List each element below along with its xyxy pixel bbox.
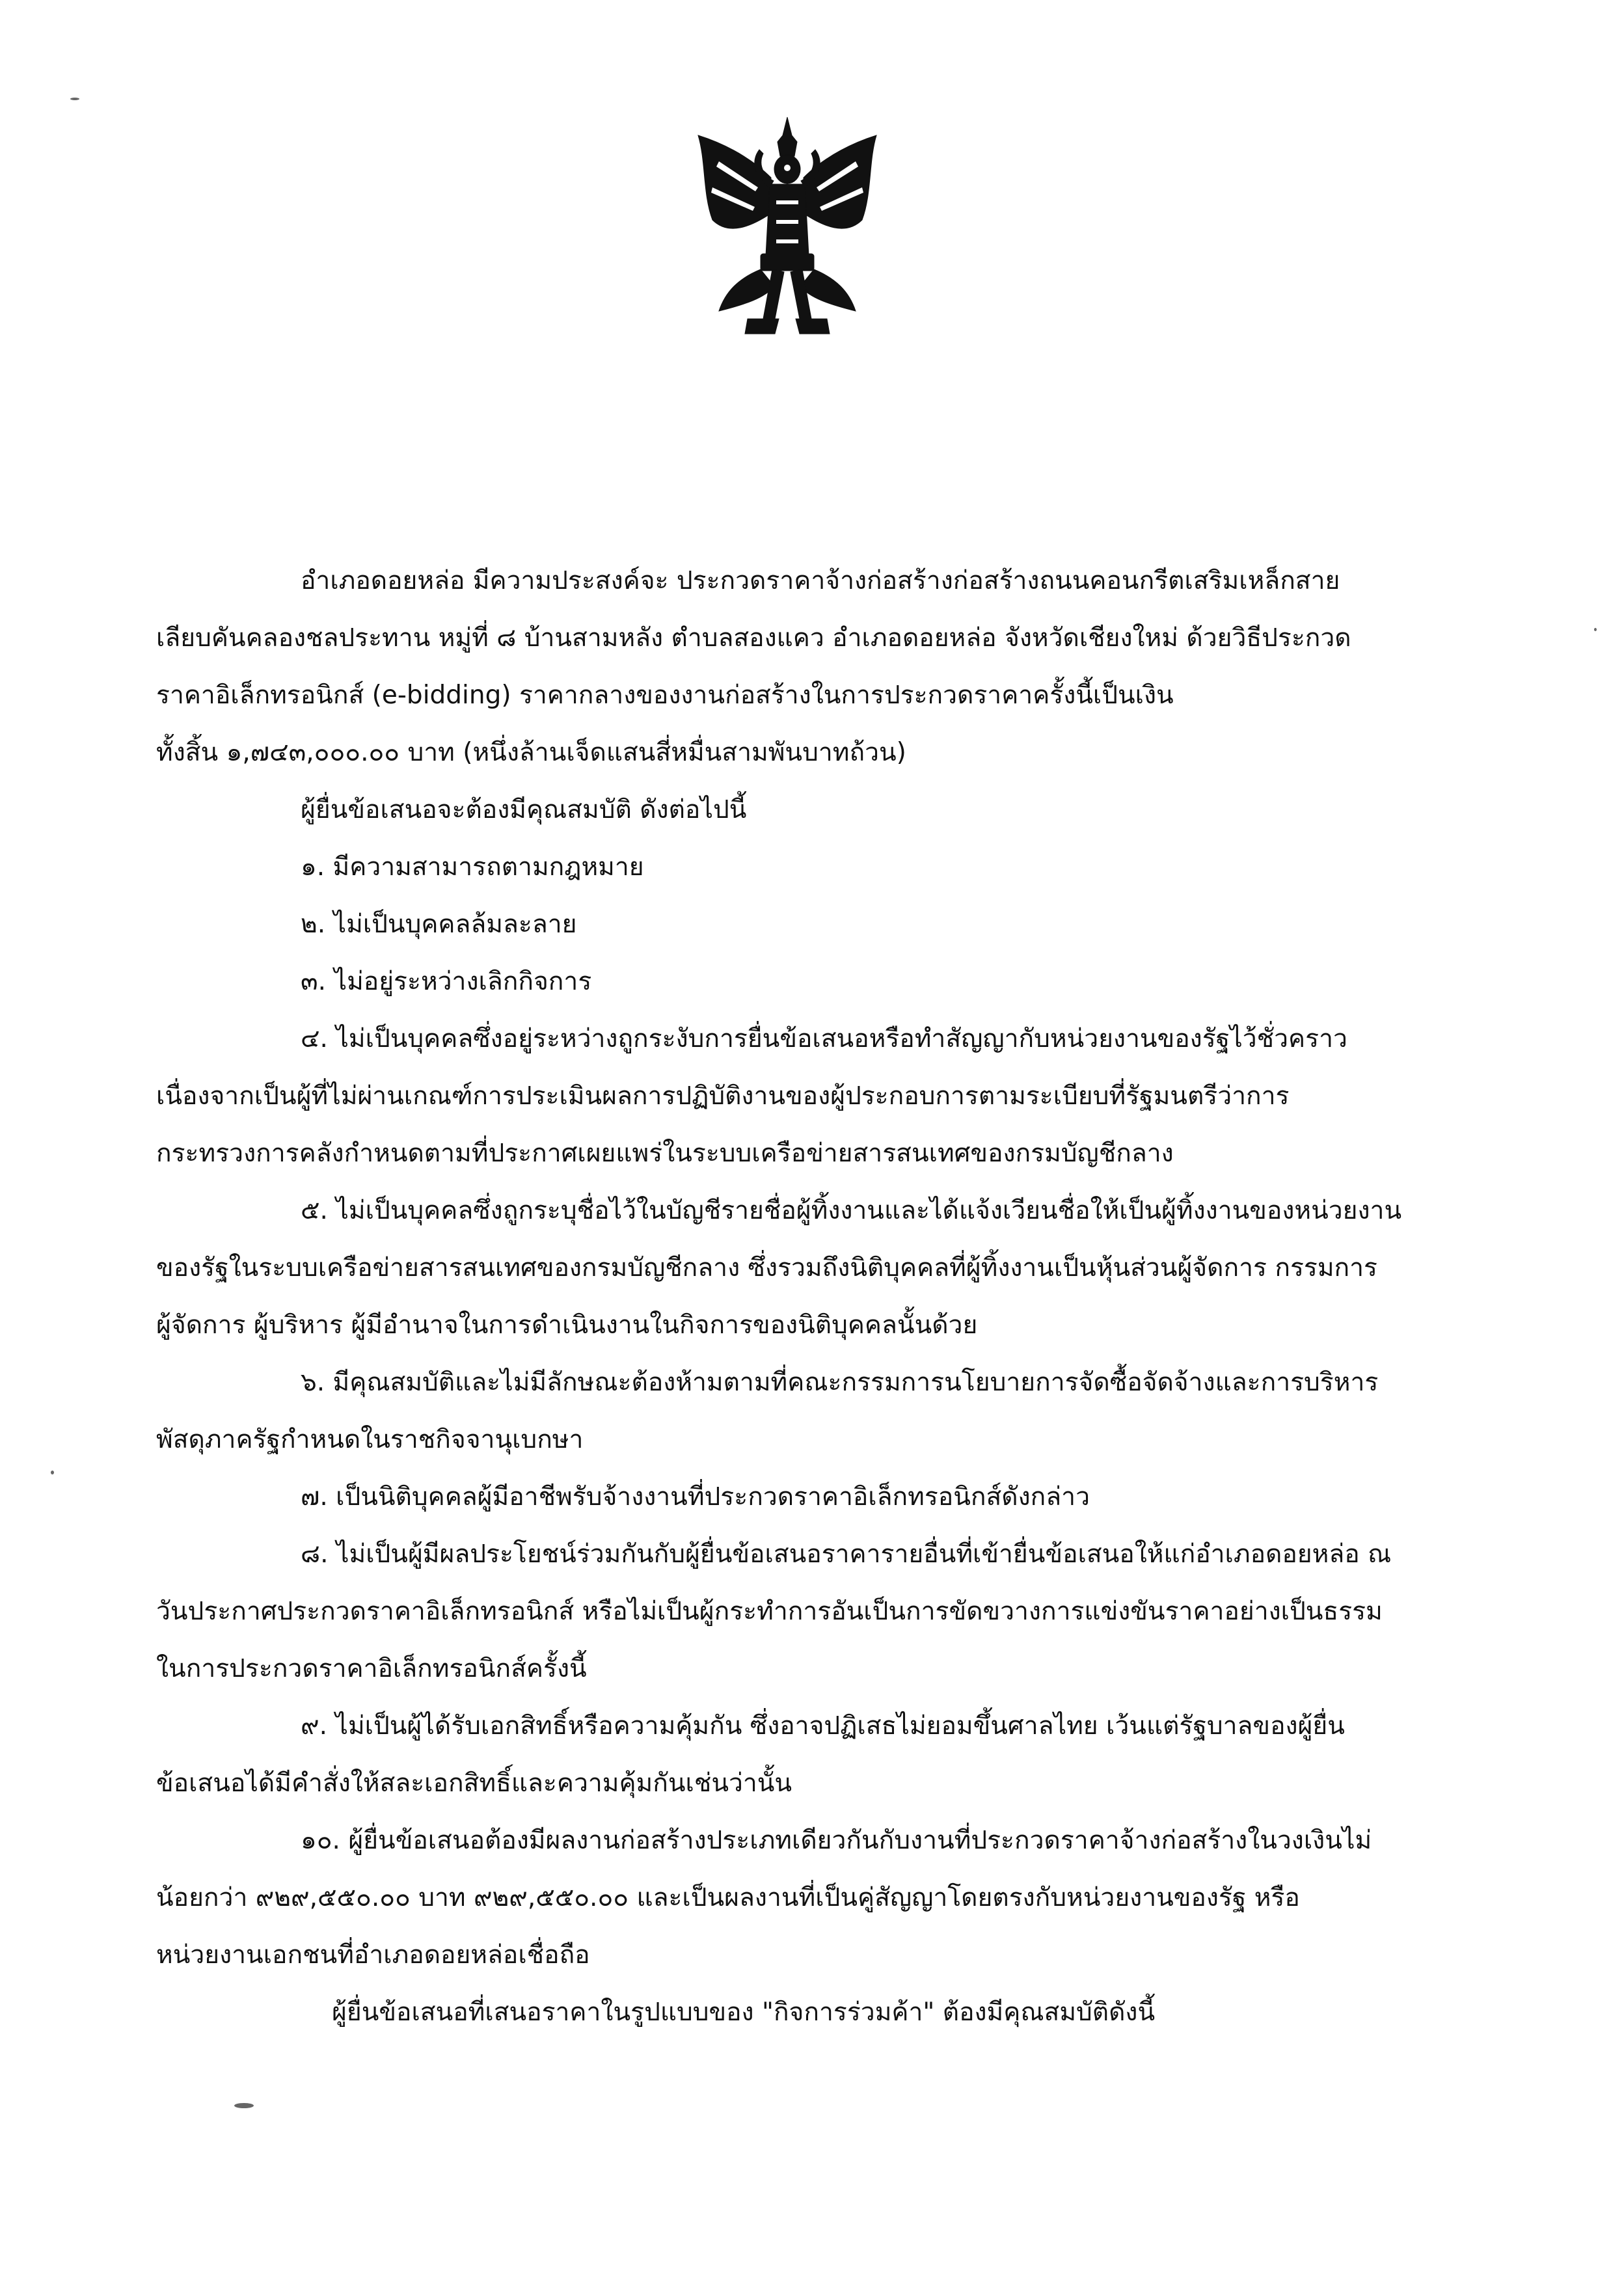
intro-line-1: อำเภอดอยหล่อ มีความประสงค์จะ ประกวดราคาจ้างก่อสร้างก่อสร้างถนนคอนกรีตเสริมเหล็กสาย	[301, 566, 1340, 595]
item-9-line-2: ข้อเสนอได้มีคำสั่งให้สละเอกสิทธิ์และความคุ้มกันเช่นว่านั้น	[156, 1769, 792, 1798]
item-6-line-2: พัสดุภาครัฐกำหนดในราชกิจจานุเบกษา	[156, 1425, 584, 1454]
qualifications-heading: ผู้ยื่นข้อเสนอจะต้องมีคุณสมบัติ ดังต่อไปนี้	[301, 795, 747, 824]
item-5-line-3: ผู้จัดการ ผู้บริหาร ผู้มีอำนาจในการดำเนินงานในกิจการของนิติบุคคลนั้นด้วย	[156, 1310, 978, 1340]
scan-speck	[51, 1471, 54, 1474]
joint-venture-line: ผู้ยื่นข้อเสนอที่เสนอราคาในรูปแบบของ "กิจการร่วมค้า" ต้องมีคุณสมบัติดังนี้	[332, 1998, 1156, 2027]
item-5-line-1: ๕. ไม่เป็นบุคคลซึ่งถูกระบุชื่อไว้ในบัญชีรายชื่อผู้ทิ้งงานและได้แจ้งเวียนชื่อให้เป็นผู้ทิ้งงานของหน่วยงาน	[301, 1196, 1402, 1225]
announcement-title	[0, 353, 1624, 385]
item-8-line-3: ในการประกวดราคาอิเล็กทรอนิกส์ครั้งนี้	[156, 1654, 587, 1683]
item-4-line-3: กระทรวงการคลังกำหนดตามที่ประกาศเผยแพร่ในระบบเครือข่ายสารสนเทศของกรมบัญชีกลาง	[156, 1139, 1174, 1168]
intro-line-2: เลียบคันคลองชลประทาน หมู่ที่ ๘ บ้านสามหลัง ตำบลสองแคว อำเภอดอยหล่อ จังหวัดเชียงใหม่ ด้วยวิธีประกวด	[156, 623, 1351, 653]
garuda-emblem-icon	[693, 116, 882, 340]
item-4-line-1: ๔. ไม่เป็นบุคคลซึ่งอยู่ระหว่างถูกระงับการยื่นข้อเสนอหรือทำสัญญากับหน่วยงานของรัฐไว้ชั่วคราว	[301, 1024, 1347, 1053]
item-6-line-1: ๖. มีคุณสมบัติและไม่มีลักษณะต้องห้ามตามที่คณะกรรมการนโยบายการจัดซื้อจัดจ้างและการบริหาร	[301, 1368, 1379, 1397]
item-5-line-2: ของรัฐในระบบเครือข่ายสารสนเทศของกรมบัญชีกลาง ซึ่งรวมถึงนิติบุคคลที่ผู้ทิ้งงานเป็นหุ้นส่วนผู้จัดการ กรรมการ	[156, 1253, 1378, 1282]
item-9-line-1: ๙. ไม่เป็นผู้ได้รับเอกสิทธิ์หรือความคุ้มกัน ซึ่งอาจปฏิเสธไม่ยอมขึ้นศาลไทย เว้นแต่รัฐบาลของผู้ยื่น	[301, 1711, 1345, 1741]
scan-speck	[70, 98, 79, 100]
item-3: ๓. ไม่อยู่ระหว่างเลิกกิจการ	[301, 967, 592, 996]
subject-line-2	[0, 468, 1624, 501]
item-8-line-1: ๘. ไม่เป็นผู้มีผลประโยชน์ร่วมกันกับผู้ยื่นข้อเสนอราคารายอื่นที่เข้ายื่นข้อเสนอให้แก่อำเภอดอยหล่อ ณ	[301, 1540, 1392, 1569]
intro-line-4: ทั้งสิ้น ๑,๗๔๓,๐๐๐.๐๐ บาท (หนึ่งล้านเจ็ดแสนสี่หมื่นสามพันบาทถ้วน)	[156, 738, 906, 767]
intro-line-3: ราคาอิเล็กทรอนิกส์ (e-bidding) ราคากลางของงานก่อสร้างในการประกวดราคาครั้งนี้เป็นเงิน	[156, 681, 1174, 710]
item-10-line-1: ๑๐. ผู้ยื่นข้อเสนอต้องมีผลงานก่อสร้างประเภทเดียวกันกับงานที่ประกวดราคาจ้างก่อสร้างในวงเงินไม่	[301, 1826, 1372, 1855]
item-10-line-2: น้อยกว่า ๙๒๙,๕๕๐.๐๐ บาท ๙๒๙,๕๕๐.๐๐ และเป็นผลงานที่เป็นคู่สัญญาโดยตรงกับหน่วยงานของรัฐ หรือ	[156, 1883, 1300, 1912]
item-10-line-3: หน่วยงานเอกชนที่อำเภอดอยหล่อเชื่อถือ	[156, 1940, 590, 1970]
item-7: ๗. เป็นนิติบุคคลผู้มีอาชีพรับจ้างงานที่ประกวดราคาอิเล็กทรอนิกส์ดังกล่าว	[301, 1482, 1090, 1512]
item-8-line-2: วันประกาศประกวดราคาอิเล็กทรอนิกส์ หรือไม่เป็นผู้กระทำการอันเป็นการขัดขวางการแข่งขันราคาอย่างเป็นธรรม	[156, 1597, 1383, 1626]
scan-speck	[1594, 628, 1597, 631]
subject-line-1	[0, 414, 1624, 446]
scan-speck	[234, 2103, 254, 2108]
item-4-line-2: เนื่องจากเป็นผู้ที่ไม่ผ่านเกณฑ์การประเมินผลการปฏิบัติงานของผู้ประกอบการตามระเบียบที่รัฐมนตรีว่าการ	[156, 1081, 1290, 1111]
item-1: ๑. มีความสามารถตามกฎหมาย	[301, 852, 644, 882]
item-2: ๒. ไม่เป็นบุคคลล้มละลาย	[301, 910, 577, 939]
